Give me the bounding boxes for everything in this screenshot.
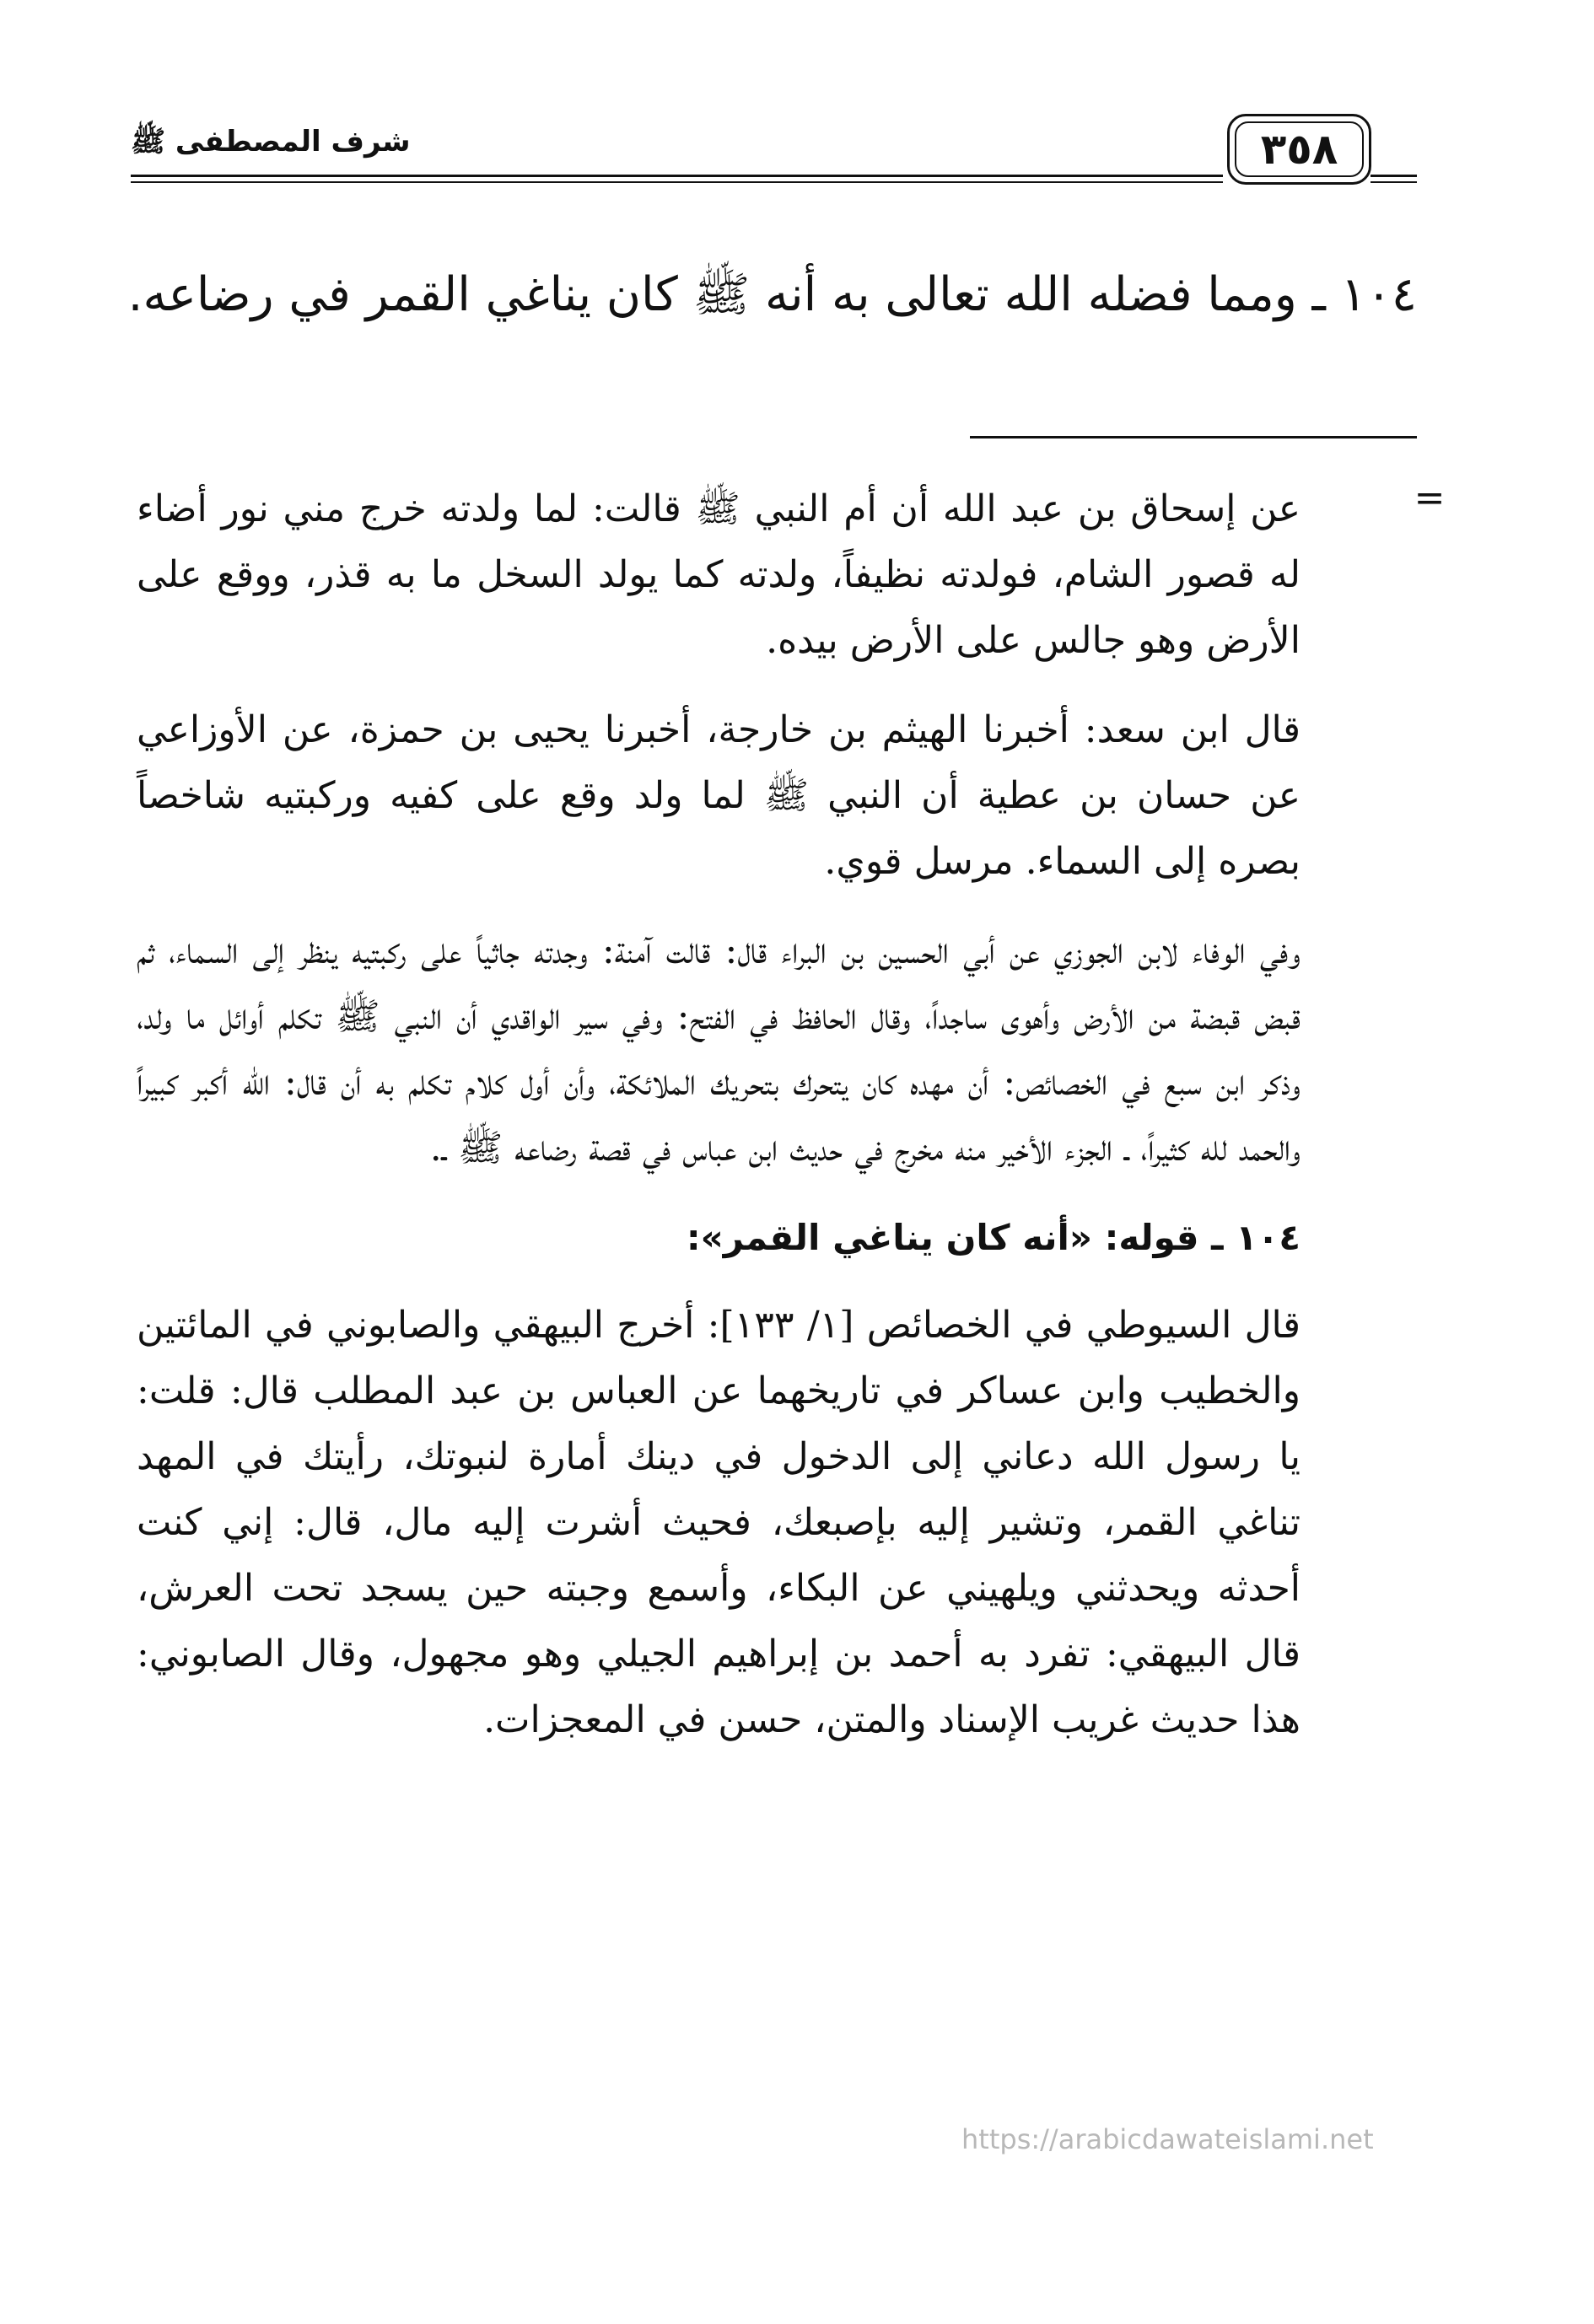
note-paragraph: عن إسحاق بن عبد الله أن أم النبي ﷺ قالت: لما ولدته خرج مني نور أضاء له قصور الشام، فولدته نظيفاً، ولدته كما يولد السخل ما به قذر، ووقع على الأرض وهو جالس على الأرض بيده. [137, 487, 1301, 662]
header-rule-right-thin [1371, 181, 1417, 183]
page-number-frame [1227, 114, 1371, 185]
main-text-paragraph: ١٠٤ ـ ومما فضله الله تعالى به أنه ﷺ كان يناغي القمر في رضاعه. [127, 267, 1417, 322]
footnotes [137, 476, 1301, 1777]
running-header [131, 114, 1417, 190]
watermark-url: https://arabicdawateislami.net [961, 2123, 1374, 2155]
page-number: ٣٥٨ [1260, 125, 1338, 174]
note-paragraph: وفي الوفاء لابن الجوزي عن أبي الحسين بن البراء قال: قالت آمنة: وجدته جاثياً على ركبتيه ينظر إلى السماء، ثم قبض قبضة من الأرض وأهوى ساجداً، وقال الحافظ في الفتح: وفي سير الواقدي أن النبي ﷺ تكلم أوائل ما ولد، وذكر ابن سبع في الخصائص: أن مهده كان يتحرك بتحريك الملائكة، وأن أول كلام تكلم به أن قال: الله أكبر كبيراً والحمد لله كثيراً، ـ الجزء الأخير منه مخرج في حديث ابن عباس في قصة رضاعه ﷺ ـ. [137, 929, 1301, 1170]
note-paragraph: قال السيوطي في الخصائص [١/ ١٣٣]: أخرج البيهقي والصابوني في المائتين والخطيب وابن عساكر في تاريخهما عن العباس بن عبد المطلب قال: قلت: يا رسول الله دعاني إلى الدخول في دينك أمارة لنبوتك، رأيتك في المهد تناغي القمر، وتشير إليه بإصبعك، فحيث أشرت إليه مال، قال: إني كنت أحدثه ويحدثني ويلهيني عن البكاء، وأسمع وجبته حين يسجد تحت العرش، قال البيهقي: تفرد به أحمد بن إبراهيم الجيلي وهو مجهول، وقال الصابوني: هذا حديث غريب الإسناد والمتن، حسن في المعجزات. [137, 1304, 1301, 1741]
note-paragraph: قال ابن سعد: أخبرنا الهيثم بن خارجة، أخبرنا يحيى بن حمزة، عن الأوزاعي عن حسان بن عطية أن النبي ﷺ لما ولد وقع على كفيه وركبتيه شاخصاً بصره إلى السماء. مرسل قوي. [137, 708, 1301, 883]
continuation-mark: = [1414, 476, 1446, 519]
header-rule-right [1371, 175, 1417, 177]
footnote-separator [970, 436, 1417, 438]
header-rule-thin [131, 181, 1223, 183]
note-heading: ١٠٤ ـ قوله: «أنه كان يناغي القمر»: [686, 1217, 1301, 1258]
header-rule [131, 175, 1223, 177]
book-title: شرف المصطفى ﷺ [131, 125, 411, 159]
